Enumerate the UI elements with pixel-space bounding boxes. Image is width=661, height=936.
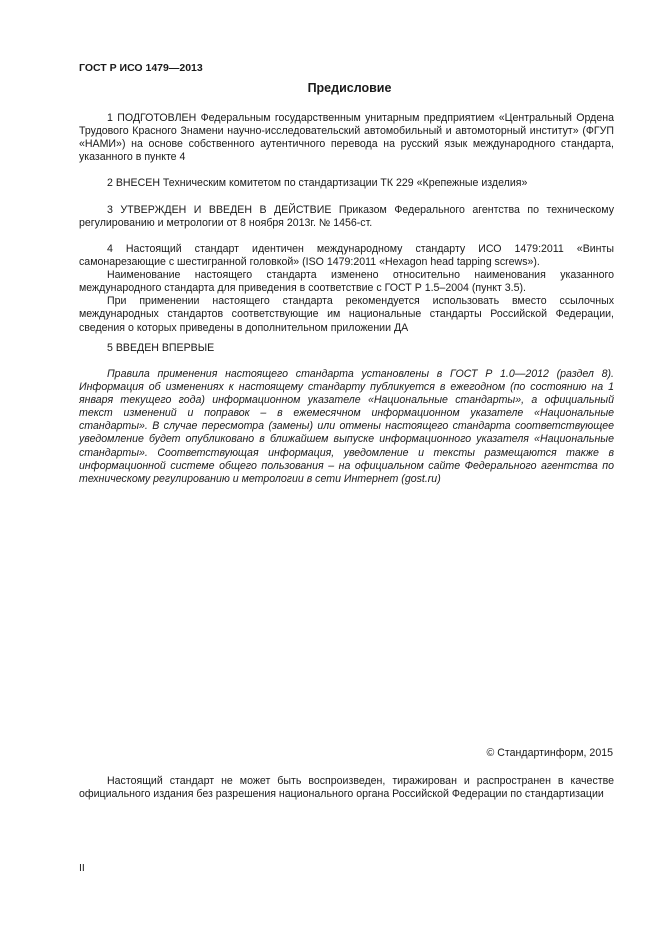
- document-header: ГОСТ Р ИСО 1479—2013: [79, 62, 203, 74]
- copyright: © Стандартинформ, 2015: [486, 747, 613, 759]
- page-number: II: [79, 862, 85, 874]
- item-1-text: 1 ПОДГОТОВЛЕН Федеральным государственным унитарным предприятием «Центральный Ордена Трудового Красного Знамени научно-исследовательский автомобильный и автомоторный институт» (ФГУП «НАМИ») на основе собственного аутентичного перевода на русский язык международного стандарта, указанного в пункте 4: [79, 112, 614, 164]
- item-3-text: 3 УТВЕРЖДЕН И ВВЕДЕН В ДЕЙСТВИЕ Приказом Федерального агентства по техническому регулированию и метрологии от 8 ноября 2013г. № 1456-ст.: [79, 204, 614, 230]
- page-title: Предисловие: [307, 81, 392, 95]
- reproduction-text: Настоящий стандарт не может быть воспроизведен, тиражирован и распространен в качестве официального издания без разрешения национального органа Российской Федерации по стандартизации: [79, 775, 614, 801]
- notice-block: [79, 368, 614, 486]
- item-3: [79, 204, 614, 230]
- reproduction-block: [79, 775, 614, 801]
- item-5-text: 5 ВВЕДЕН ВПЕРВЫЕ: [107, 342, 215, 354]
- item-2-text: 2 ВНЕСЕН Техническим комитетом по стандартизации ТК 229 «Крепежные изделия»: [107, 177, 528, 189]
- notice-text: Правила применения настоящего стандарта установлены в ГОСТ Р 1.0—2012 (раздел 8). Информация об изменениях к настоящему стандарту публикуется в ежегодном (по состоянию на 1 января текущего года) информационном указателе «Национальные стандарты», а официальный текст изменений и поправок – в ежемесячном информационном указателе «Национальные стандарты». В случае пересмотра (замены) или отмены настоящего стандарта соответствующее уведомление будет опубликовано в ближайшем выпуске информационного указателя «Национальные стандарты». Соответствующая информация, уведомление и тексты размещаются также в информационной системе общего пользования – на официальном сайте Федерального агентства по техническому регулированию и метрологии в сети Интернет (gost.ru): [79, 368, 614, 485]
- item-2: [79, 177, 614, 190]
- item-4-note-refs: При применении настоящего стандарта рекомендуется использовать вместо ссылочных международных стандартов соответствующие им национальные стандарты Российской Федерации, сведения о которых приведены в дополнительном приложении ДА: [79, 295, 614, 334]
- item-5: [79, 342, 614, 355]
- item-4: [79, 243, 614, 335]
- item-1: [79, 112, 614, 164]
- item-4-note-name: Наименование настоящего стандарта изменено относительно наименования указанного международного стандарта для приведения в соответствие с ГОСТ Р 1.5–2004 (пункт 3.5).: [79, 269, 614, 295]
- item-4-text: 4 Настоящий стандарт идентичен международному стандарту ИСО 1479:2011 «Винты самонарезающие с шестигранной головкой» (ISO 1479:2011 «Hexagon head tapping screws»).: [79, 243, 614, 269]
